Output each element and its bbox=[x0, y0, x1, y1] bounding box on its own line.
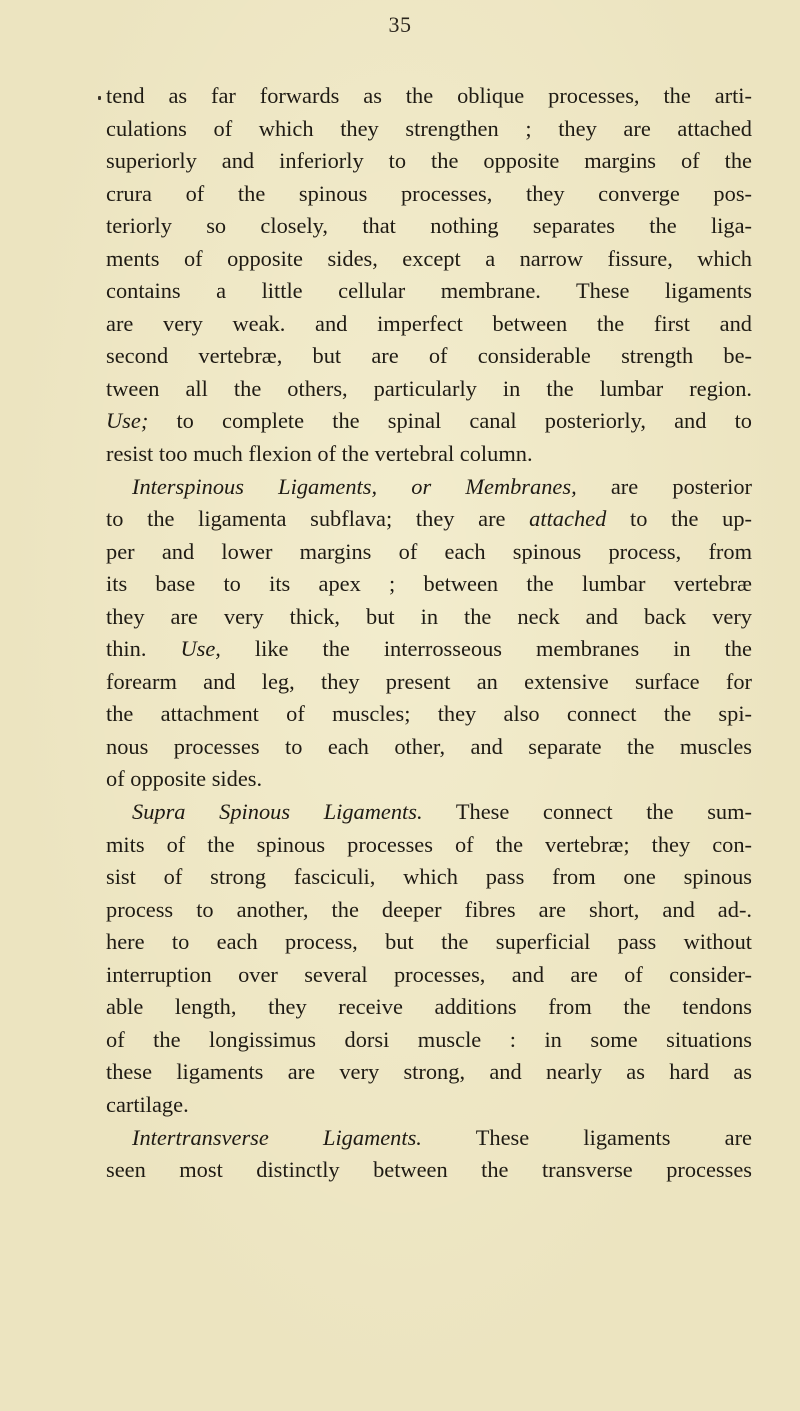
line-text: ments of opposite sides, except a narrow fissure, which bbox=[106, 245, 752, 271]
page-number: 35 bbox=[388, 12, 412, 37]
text-line bbox=[106, 1122, 752, 1155]
text-line bbox=[106, 1089, 752, 1122]
text-line bbox=[106, 80, 752, 113]
line-text: like the interrosseous membranes in the bbox=[220, 636, 752, 662]
line-text: thin. bbox=[106, 636, 181, 662]
text-line bbox=[106, 113, 752, 146]
italic-heading-text: attached bbox=[529, 506, 607, 532]
line-text: second vertebræ, but are of considerable strength be- bbox=[106, 343, 752, 369]
line-text: These ligaments are bbox=[421, 1124, 752, 1150]
text-line bbox=[106, 698, 752, 731]
line-text: its base to its apex ; between the lumbar vertebræ bbox=[106, 571, 752, 597]
body-text bbox=[106, 80, 752, 1187]
line-text: mits of the spinous processes of the vertebræ; they con- bbox=[106, 831, 752, 857]
line-text: to the ligamenta subflava; they are bbox=[106, 506, 530, 532]
italic-heading-text: Interspinous Ligaments, or Membranes, bbox=[132, 473, 577, 499]
text-line bbox=[106, 373, 752, 406]
text-line bbox=[106, 536, 752, 569]
text-line bbox=[106, 340, 752, 373]
text-line bbox=[106, 601, 752, 634]
line-text: able length, they receive additions from the tendons bbox=[106, 994, 752, 1020]
line-text: tend as far forwards as the oblique processes, the arti- bbox=[106, 83, 752, 108]
line-text: these ligaments are very strong, and nearly as hard as bbox=[106, 1059, 752, 1085]
line-text: to the up- bbox=[606, 506, 752, 532]
text-line bbox=[106, 1024, 752, 1057]
text-line bbox=[106, 796, 752, 829]
line-text: These connect the sum- bbox=[422, 799, 752, 825]
text-line bbox=[106, 1056, 752, 1089]
text-line bbox=[106, 503, 752, 536]
text-line bbox=[106, 731, 752, 764]
line-text: tween all the others, particularly in the lumbar region. bbox=[106, 375, 752, 401]
line-text: culations of which they strengthen ; they are attached bbox=[106, 115, 752, 141]
italic-heading-text: Supra Spinous Ligaments. bbox=[132, 799, 423, 825]
text-line bbox=[106, 471, 752, 504]
line-text: per and lower margins of each spinous process, from bbox=[106, 538, 752, 564]
line-text: superiorly and inferiorly to the opposite margins of the bbox=[106, 148, 752, 174]
line-text: cartilage. bbox=[106, 1091, 189, 1117]
text-line bbox=[106, 210, 752, 243]
text-line bbox=[106, 438, 752, 471]
line-text: interruption over several processes, and are of consider- bbox=[106, 961, 752, 987]
line-text: process to another, the deeper fibres are short, and ad-. bbox=[106, 896, 752, 922]
text-line bbox=[106, 243, 752, 276]
text-line bbox=[106, 145, 752, 178]
text-line bbox=[106, 405, 752, 438]
line-text: contains a little cellular membrane. These ligaments bbox=[106, 278, 752, 304]
text-line bbox=[106, 763, 752, 796]
text-line bbox=[106, 991, 752, 1024]
line-text: are very weak. and imperfect between the first and bbox=[106, 310, 752, 336]
text-line bbox=[106, 829, 752, 862]
line-text: of opposite sides. bbox=[106, 766, 263, 792]
text-line bbox=[106, 1154, 752, 1187]
text-line bbox=[106, 959, 752, 992]
line-text: here to each process, but the superficial pass without bbox=[106, 929, 752, 955]
line-text: of the longissimus dorsi muscle : in some situations bbox=[106, 1026, 752, 1052]
italic-heading-text: Intertransverse Ligaments. bbox=[132, 1124, 422, 1150]
line-text: teriorly so closely, that nothing separates the liga- bbox=[106, 213, 752, 239]
text-line bbox=[106, 308, 752, 341]
line-text: nous processes to each other, and separate the muscles bbox=[106, 733, 752, 759]
text-line bbox=[106, 275, 752, 308]
text-line bbox=[106, 894, 752, 927]
text-line bbox=[106, 926, 752, 959]
text-line bbox=[106, 633, 752, 666]
italic-heading-text: Use; bbox=[106, 408, 149, 434]
line-text: are posterior bbox=[576, 473, 752, 499]
text-line bbox=[106, 666, 752, 699]
text-line bbox=[106, 178, 752, 211]
text-line bbox=[106, 568, 752, 601]
line-text: resist too much flexion of the vertebral column. bbox=[106, 441, 533, 467]
line-text: sist of strong fasciculi, which pass from one spinous bbox=[106, 864, 752, 890]
italic-heading-text: Use, bbox=[180, 636, 221, 662]
line-text: forearm and leg, they present an extensive surface for bbox=[106, 668, 752, 694]
line-text: crura of the spinous processes, they converge pos- bbox=[106, 180, 752, 206]
line-text: seen most distinctly between the transverse processes bbox=[106, 1157, 752, 1183]
text-line bbox=[106, 861, 752, 894]
ink-speck bbox=[98, 96, 101, 100]
line-text: the attachment of muscles; they also connect the spi- bbox=[106, 701, 752, 727]
line-text: they are very thick, but in the neck and back very bbox=[106, 603, 752, 629]
line-text: to complete the spinal canal posteriorly, and to bbox=[148, 408, 752, 434]
